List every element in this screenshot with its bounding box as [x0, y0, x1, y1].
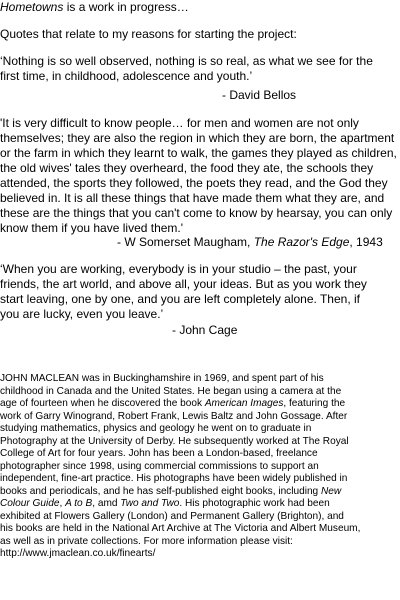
book-title: Two and Two [120, 498, 180, 509]
attribution-cage: - John Cage [172, 323, 238, 337]
bio-line: childhood in Canada and the United States. He began using a camera at the [0, 385, 342, 397]
quote-line: attended, the sports they followed, the poets they read, and the God they [0, 176, 388, 190]
bio-line: books and periodicals, and he has self-published eight books, including New [0, 485, 342, 497]
book-title: A to B [65, 498, 93, 509]
attribution-maugham: - W Somerset Maugham, The Razor's Edge, 1943 [117, 235, 383, 249]
book-title: The Razor's Edge [253, 235, 350, 249]
project-title: Hometowns [0, 0, 64, 14]
bio-line: age of fourteen when he discovered the book American Images, featuring the [0, 398, 346, 409]
bio-line: studying mathematics, physics and geology he went on to graduate in [0, 423, 312, 434]
bio-line: his books are held in the National Art Archive at The Victoria and Albert Museum, [0, 523, 361, 534]
bio-line: exhibited at Flowers Gallery (London) and Permanent Gallery (Brighton), and [0, 510, 344, 522]
bio-line: Colour Guide, A to B, amd Two and Two. His photographic work had been [0, 498, 330, 509]
bio-line: independent, fine-art practice. His photographs have been widely published in [0, 473, 348, 484]
quote-line: friends, the art world, and above all, your ideas. But as you work they [0, 277, 367, 291]
website-url: http://www.jmaclean.co.uk/finearts/ [0, 548, 156, 559]
quotes-heading: Quotes that relate to my reasons for starting the project: [0, 27, 297, 41]
bio-line: College of Art for four years. John has been a London-based, freelance [0, 448, 318, 459]
bio-line: Photography at the University of Derby. He subsequently worked at The Royal [0, 435, 349, 447]
bio-line: as well as in private collections. For more information please visit: [0, 535, 293, 547]
quote-line: first time, in childhood, adolescence and youth.’ [0, 69, 253, 83]
bio-line: photographer since 1998, using commercial commissions to support an [0, 460, 319, 472]
intro-text: is a work in progress… [63, 0, 189, 14]
quote-line: ‘When you are working, everybody is in your studio – the past, your [0, 262, 357, 276]
quote-line: ‘Nothing is so well observed, nothing is so real, as what we see for the [0, 54, 373, 68]
quote-line: know them if you have lived them.' [0, 221, 184, 235]
book-title: New [320, 485, 342, 497]
bio-line: JOHN MACLEAN was in Buckinghamshire in 1969, and spent part of his [0, 373, 324, 384]
biography [0, 373, 400, 561]
quote-line: start leaving, one by one, and you are left completely alone. Then, if [0, 292, 360, 306]
quote-maugham [0, 116, 400, 236]
quote-line: believed in. It is all these things that have made them what they are, and [0, 191, 385, 205]
quote-line: these are the things that you can't come to know by hearsay, you can only [0, 206, 393, 220]
quote-cage [0, 262, 400, 322]
quote-line: 'It is very difficult to know people… for men and women are not only [0, 116, 359, 130]
bio-line: work of Garry Winogrand, Robert Frank, Lewis Baltz and John Gossage. After [0, 410, 348, 422]
book-title: American Images [204, 398, 284, 409]
quote-line: themselves; they are also the region in which they are born, the apartment [0, 131, 395, 145]
book-title: Colour Guide [0, 498, 60, 509]
intro-line [0, 0, 400, 15]
attribution-bellos: - David Bellos [222, 88, 297, 102]
quote-bellos [0, 54, 400, 84]
quote-line: or the farm in which they learnt to walk, the games they played as children, [0, 146, 397, 160]
quote-line: the old wives' tales they overheard, the food they ate, the schools they [0, 161, 374, 175]
quote-line: you are lucky, even you leave.’ [0, 307, 164, 321]
